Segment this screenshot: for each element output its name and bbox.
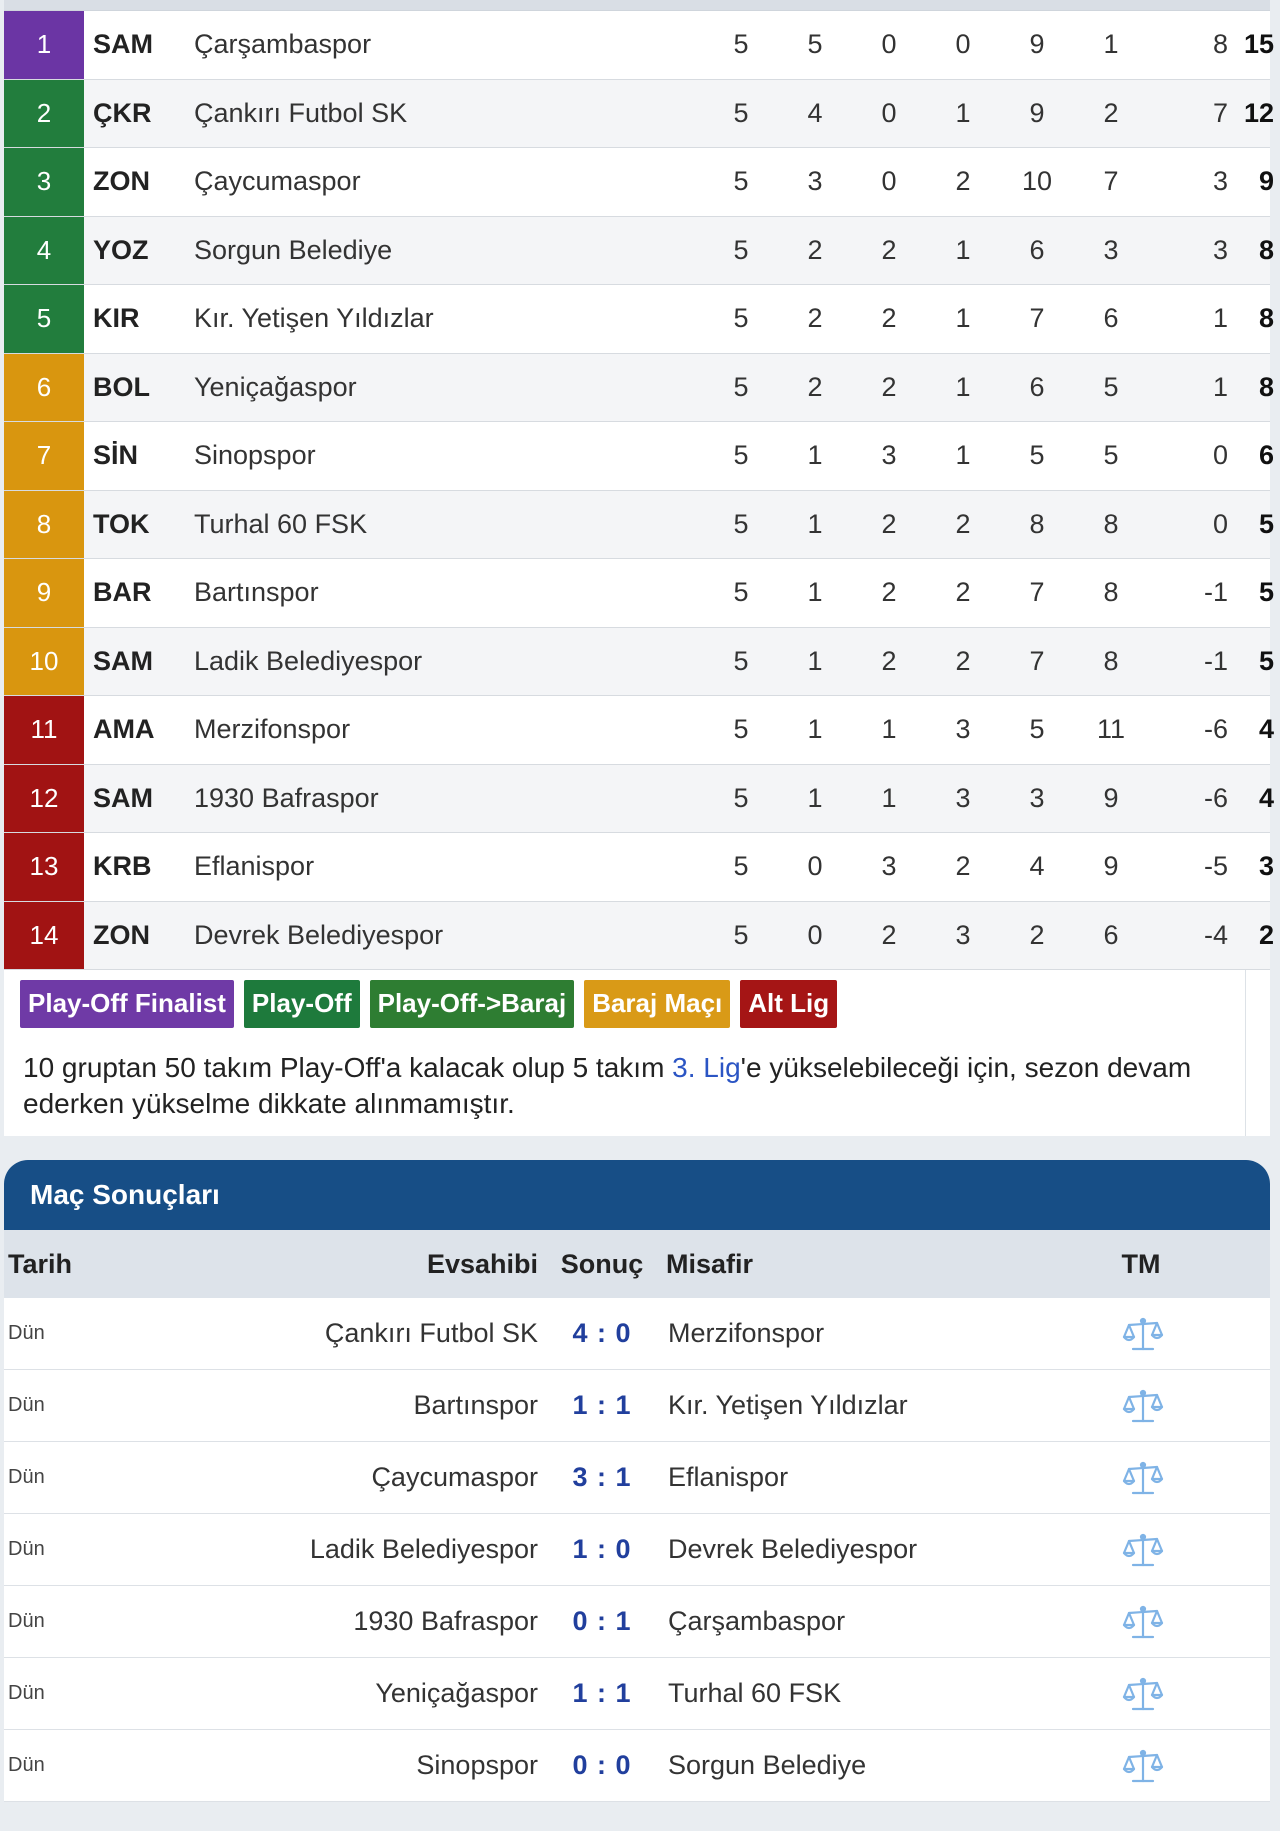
match-date: Dün	[8, 1322, 45, 1344]
stat-y: 5	[1103, 440, 1119, 471]
tm-cell	[1068, 1315, 1218, 1353]
match-results	[4, 1160, 1270, 1802]
stat-b: 2	[881, 234, 897, 265]
team-name[interactable]: Çaycumaspor	[194, 166, 361, 197]
match-date: Dün	[8, 1466, 45, 1488]
stat-a: 6	[1029, 234, 1045, 265]
legend-badge: Play-Off	[244, 980, 360, 1028]
stat-m: 3	[955, 782, 971, 813]
goal-difference: -6	[1203, 782, 1228, 813]
results-column-headers	[4, 1230, 1270, 1298]
team-abbr: KIR	[93, 303, 140, 334]
match-row[interactable]	[4, 1442, 1270, 1514]
stat-b: 3	[881, 440, 897, 471]
stat-y: 8	[1103, 508, 1119, 539]
table-row[interactable]	[4, 559, 1274, 628]
team-abbr: ÇKR	[93, 97, 152, 128]
points: 8	[1258, 234, 1274, 265]
team-abbr: BAR	[93, 577, 152, 608]
match-date: Dün	[8, 1610, 45, 1632]
col-away: Misafir	[666, 1248, 754, 1279]
rank-badge: 11	[4, 696, 84, 764]
points: 15	[1243, 29, 1274, 60]
scale-icon[interactable]	[1121, 1675, 1165, 1713]
note-text-before: 10 gruptan 50 takım Play-Off'a kalacak olup 5 takım	[23, 1052, 673, 1083]
scale-icon[interactable]	[1121, 1315, 1165, 1353]
goal-difference: 7	[1212, 97, 1228, 128]
rank-badge: 10	[4, 628, 84, 696]
results-body	[4, 1298, 1270, 1802]
away-team[interactable]: Merzifonspor	[668, 1318, 825, 1348]
stat-a: 7	[1029, 577, 1045, 608]
stat-g: 1	[807, 782, 823, 813]
goal-difference: 1	[1212, 371, 1228, 402]
goal-difference: 3	[1212, 166, 1228, 197]
stat-a: 9	[1029, 29, 1045, 60]
team-abbr: SAM	[93, 29, 153, 60]
stat-y: 1	[1103, 29, 1119, 60]
stat-b: 1	[881, 782, 897, 813]
match-score[interactable]: 0 : 1	[572, 1606, 632, 1636]
points: 2	[1258, 919, 1274, 950]
match-date: Dün	[8, 1754, 45, 1776]
home-team[interactable]: Çaycumaspor	[371, 1462, 538, 1492]
stat-g: 2	[807, 234, 823, 265]
stat-m: 2	[955, 166, 971, 197]
match-score[interactable]: 3 : 1	[572, 1462, 632, 1492]
team-name[interactable]: Sinopspor	[194, 440, 316, 471]
team-abbr: KRB	[93, 851, 152, 882]
stat-b: 2	[881, 508, 897, 539]
stat-m: 1	[955, 97, 971, 128]
rank-badge: 9	[4, 559, 84, 627]
col-date: Tarih	[8, 1248, 73, 1279]
team-abbr: SAM	[93, 645, 153, 676]
stat-y: 9	[1103, 851, 1119, 882]
stat-m: 2	[955, 577, 971, 608]
team-abbr: ZON	[93, 919, 150, 950]
stat-m: 2	[955, 851, 971, 882]
match-row[interactable]	[4, 1730, 1270, 1802]
match-row[interactable]	[4, 1514, 1270, 1586]
home-team[interactable]: Sinopspor	[416, 1750, 538, 1780]
note-text-after: 'e yükselebileceği için, sezon devam ederken yükselme dikkate alınmamıştır.	[23, 1052, 1192, 1119]
team-abbr: ZON	[93, 166, 150, 197]
stat-a: 10	[1021, 166, 1053, 197]
rank-badge: 1	[4, 11, 84, 79]
goal-difference: 0	[1212, 508, 1228, 539]
table-row[interactable]	[4, 628, 1274, 697]
stat-g: 2	[807, 371, 823, 402]
points: 6	[1258, 440, 1274, 471]
goal-difference: -1	[1203, 645, 1228, 676]
stat-g: 0	[807, 919, 823, 950]
home-team[interactable]: Bartınspor	[413, 1390, 538, 1420]
stat-b: 3	[881, 851, 897, 882]
stat-b: 0	[881, 29, 897, 60]
stat-b: 2	[881, 919, 897, 950]
stat-a: 7	[1029, 303, 1045, 334]
team-name[interactable]: Çarşambaspor	[194, 29, 372, 60]
table-row[interactable]	[4, 354, 1274, 423]
table-row[interactable]	[4, 491, 1274, 560]
stat-b: 2	[881, 577, 897, 608]
rank-badge: 6	[4, 354, 84, 422]
stat-b: 2	[881, 371, 897, 402]
points: 12	[1243, 97, 1274, 128]
match-row[interactable]	[4, 1298, 1270, 1370]
tm-cell	[1068, 1531, 1218, 1569]
team-abbr: TOK	[93, 508, 150, 539]
tm-cell	[1068, 1387, 1218, 1425]
stat-g: 0	[807, 851, 823, 882]
stat-y: 3	[1103, 234, 1119, 265]
col-score: Sonuç	[560, 1248, 644, 1279]
match-score[interactable]: 0 : 0	[572, 1750, 632, 1780]
stat-a: 7	[1029, 645, 1045, 676]
points: 8	[1258, 371, 1274, 402]
stat-m: 1	[955, 234, 971, 265]
team-abbr: YOZ	[93, 234, 149, 265]
stat-o: 5	[733, 440, 749, 471]
stat-g: 1	[807, 645, 823, 676]
table-row[interactable]	[4, 285, 1274, 354]
table-row[interactable]	[4, 902, 1274, 971]
points: 4	[1258, 714, 1274, 745]
scale-icon[interactable]	[1121, 1531, 1165, 1569]
legend-badge: Play-Off Finalist	[20, 980, 234, 1028]
match-date: Dün	[8, 1682, 45, 1704]
rank-badge: 13	[4, 833, 84, 901]
stat-a: 2	[1029, 919, 1045, 950]
legend-badge: Baraj Maçı	[584, 980, 730, 1028]
tm-cell	[1068, 1675, 1218, 1713]
stat-o: 5	[733, 97, 749, 128]
stat-b: 0	[881, 166, 897, 197]
table-row[interactable]	[4, 696, 1274, 765]
rank-badge: 14	[4, 902, 84, 970]
table-row[interactable]	[4, 11, 1274, 80]
points: 3	[1258, 851, 1274, 882]
stat-g: 4	[807, 97, 823, 128]
match-score[interactable]: 1 : 1	[572, 1678, 632, 1708]
tm-cell	[1068, 1459, 1218, 1497]
col-tm: TM	[1121, 1248, 1161, 1279]
stat-o: 5	[733, 371, 749, 402]
scale-icon[interactable]	[1121, 1387, 1165, 1425]
stat-b: 2	[881, 645, 897, 676]
lig-link[interactable]: 3. Lig	[672, 1052, 741, 1083]
home-team[interactable]: 1930 Bafraspor	[353, 1606, 538, 1636]
match-date: Dün	[8, 1394, 45, 1416]
goal-difference: -5	[1203, 851, 1228, 882]
match-date: Dün	[8, 1538, 45, 1560]
stat-o: 5	[733, 234, 749, 265]
stat-y: 7	[1103, 166, 1119, 197]
legend-badge: Play-Off->Baraj	[370, 980, 575, 1028]
match-score[interactable]: 1 : 0	[572, 1534, 632, 1564]
stat-y: 6	[1103, 919, 1119, 950]
stat-y: 11	[1096, 714, 1126, 745]
stat-y: 6	[1103, 303, 1119, 334]
stat-m: 0	[955, 29, 971, 60]
goal-difference: 8	[1212, 29, 1228, 60]
team-abbr: SİN	[93, 440, 139, 471]
away-team[interactable]: Eflanispor	[668, 1462, 789, 1492]
stat-a: 6	[1029, 371, 1045, 402]
stat-g: 3	[807, 166, 823, 197]
stat-o: 5	[733, 851, 749, 882]
team-name[interactable]: Devrek Belediyespor	[194, 919, 444, 950]
rank-badge: 2	[4, 80, 84, 148]
stat-o: 5	[733, 508, 749, 539]
stat-y: 9	[1103, 782, 1119, 813]
stat-b: 1	[881, 714, 897, 745]
match-row[interactable]	[4, 1658, 1270, 1730]
away-team[interactable]: Devrek Belediyespor	[668, 1534, 918, 1564]
home-team[interactable]: Ladik Belediyespor	[309, 1534, 538, 1564]
stat-o: 5	[733, 303, 749, 334]
rank-badge: 5	[4, 285, 84, 353]
stat-o: 5	[733, 782, 749, 813]
table-row[interactable]	[4, 833, 1274, 902]
goal-difference: 0	[1212, 440, 1228, 471]
stat-a: 8	[1029, 508, 1045, 539]
home-team[interactable]: Çankırı Futbol SK	[324, 1318, 538, 1348]
stat-m: 1	[955, 371, 971, 402]
stat-g: 1	[807, 508, 823, 539]
stat-o: 5	[733, 714, 749, 745]
stat-m: 3	[955, 919, 971, 950]
table-row[interactable]	[4, 217, 1274, 286]
stat-m: 1	[955, 303, 971, 334]
rank-badge: 8	[4, 491, 84, 559]
stat-a: 5	[1029, 440, 1045, 471]
stat-m: 3	[955, 714, 971, 745]
team-abbr: SAM	[93, 782, 153, 813]
points: 8	[1258, 303, 1274, 334]
table-row[interactable]	[4, 765, 1274, 834]
match-row[interactable]	[4, 1586, 1270, 1658]
table-header-strip	[4, 0, 1270, 11]
goal-difference: -4	[1203, 919, 1228, 950]
stat-y: 8	[1103, 577, 1119, 608]
rank-badge: 4	[4, 217, 84, 285]
stat-g: 2	[807, 303, 823, 334]
legend-badge: Alt Lig	[740, 980, 837, 1028]
legend-area	[4, 970, 1246, 1136]
away-team[interactable]: Turhal 60 FSK	[668, 1678, 842, 1708]
points: 5	[1258, 508, 1274, 539]
away-team[interactable]: Çarşambaspor	[668, 1606, 846, 1636]
stat-m: 2	[955, 645, 971, 676]
match-score[interactable]: 4 : 0	[572, 1318, 632, 1348]
stat-g: 1	[807, 714, 823, 745]
stat-o: 5	[733, 645, 749, 676]
team-name[interactable]: Bartınspor	[194, 577, 319, 608]
stat-y: 5	[1103, 371, 1119, 402]
scale-icon[interactable]	[1121, 1747, 1165, 1785]
scale-icon[interactable]	[1121, 1459, 1165, 1497]
match-score[interactable]: 1 : 1	[572, 1390, 632, 1420]
team-abbr: AMA	[93, 714, 155, 745]
team-name[interactable]: Sorgun Belediye	[194, 234, 393, 265]
stat-b: 0	[881, 97, 897, 128]
points: 9	[1258, 166, 1274, 197]
stat-g: 5	[807, 29, 823, 60]
tm-cell	[1068, 1603, 1218, 1641]
tm-cell	[1068, 1747, 1218, 1785]
team-name[interactable]: Kır. Yetişen Yıldızlar	[194, 303, 434, 334]
team-name[interactable]: Çankırı Futbol SK	[194, 97, 408, 128]
stat-o: 5	[733, 577, 749, 608]
team-name[interactable]: Yeniçağaspor	[194, 371, 357, 402]
col-home: Evsahibi	[426, 1248, 538, 1279]
stat-b: 2	[881, 303, 897, 334]
results-title: Maç Sonuçları	[4, 1160, 1270, 1230]
scale-icon[interactable]	[1121, 1603, 1165, 1641]
team-name[interactable]: Ladik Belediyespor	[194, 645, 423, 676]
away-team[interactable]: Sorgun Belediye	[668, 1750, 867, 1780]
team-name[interactable]: Merzifonspor	[194, 714, 351, 745]
table-row[interactable]	[4, 80, 1274, 149]
stat-a: 9	[1029, 97, 1045, 128]
standings-table	[4, 0, 1274, 1136]
table-row[interactable]	[4, 422, 1274, 491]
goal-difference: 3	[1212, 234, 1228, 265]
stat-a: 4	[1029, 851, 1045, 882]
team-name[interactable]: 1930 Bafraspor	[194, 782, 379, 813]
stat-a: 5	[1029, 714, 1045, 745]
home-team[interactable]: Yeniçağaspor	[375, 1678, 538, 1708]
stat-o: 5	[733, 919, 749, 950]
table-row[interactable]	[4, 148, 1274, 217]
points: 5	[1258, 645, 1274, 676]
goal-difference: -6	[1203, 714, 1228, 745]
team-name[interactable]: Turhal 60 FSK	[194, 508, 368, 539]
team-name[interactable]: Eflanispor	[194, 851, 315, 882]
stat-a: 3	[1029, 782, 1045, 813]
promotion-note	[18, 1050, 1223, 1122]
zone-legend	[20, 980, 1245, 1028]
goal-difference: -1	[1203, 577, 1228, 608]
away-team[interactable]: Kır. Yetişen Yıldızlar	[668, 1390, 908, 1420]
stat-g: 1	[807, 440, 823, 471]
points: 4	[1258, 782, 1274, 813]
stat-y: 2	[1103, 97, 1119, 128]
rank-badge: 12	[4, 765, 84, 833]
rank-badge: 7	[4, 422, 84, 490]
stat-o: 5	[733, 29, 749, 60]
stat-o: 5	[733, 166, 749, 197]
standings-body	[4, 11, 1274, 970]
stat-g: 1	[807, 577, 823, 608]
stat-m: 2	[955, 508, 971, 539]
points: 5	[1258, 577, 1274, 608]
match-row[interactable]	[4, 1370, 1270, 1442]
stat-y: 8	[1103, 645, 1119, 676]
stat-m: 1	[955, 440, 971, 471]
team-abbr: BOL	[93, 371, 150, 402]
rank-badge: 3	[4, 148, 84, 216]
goal-difference: 1	[1212, 303, 1228, 334]
